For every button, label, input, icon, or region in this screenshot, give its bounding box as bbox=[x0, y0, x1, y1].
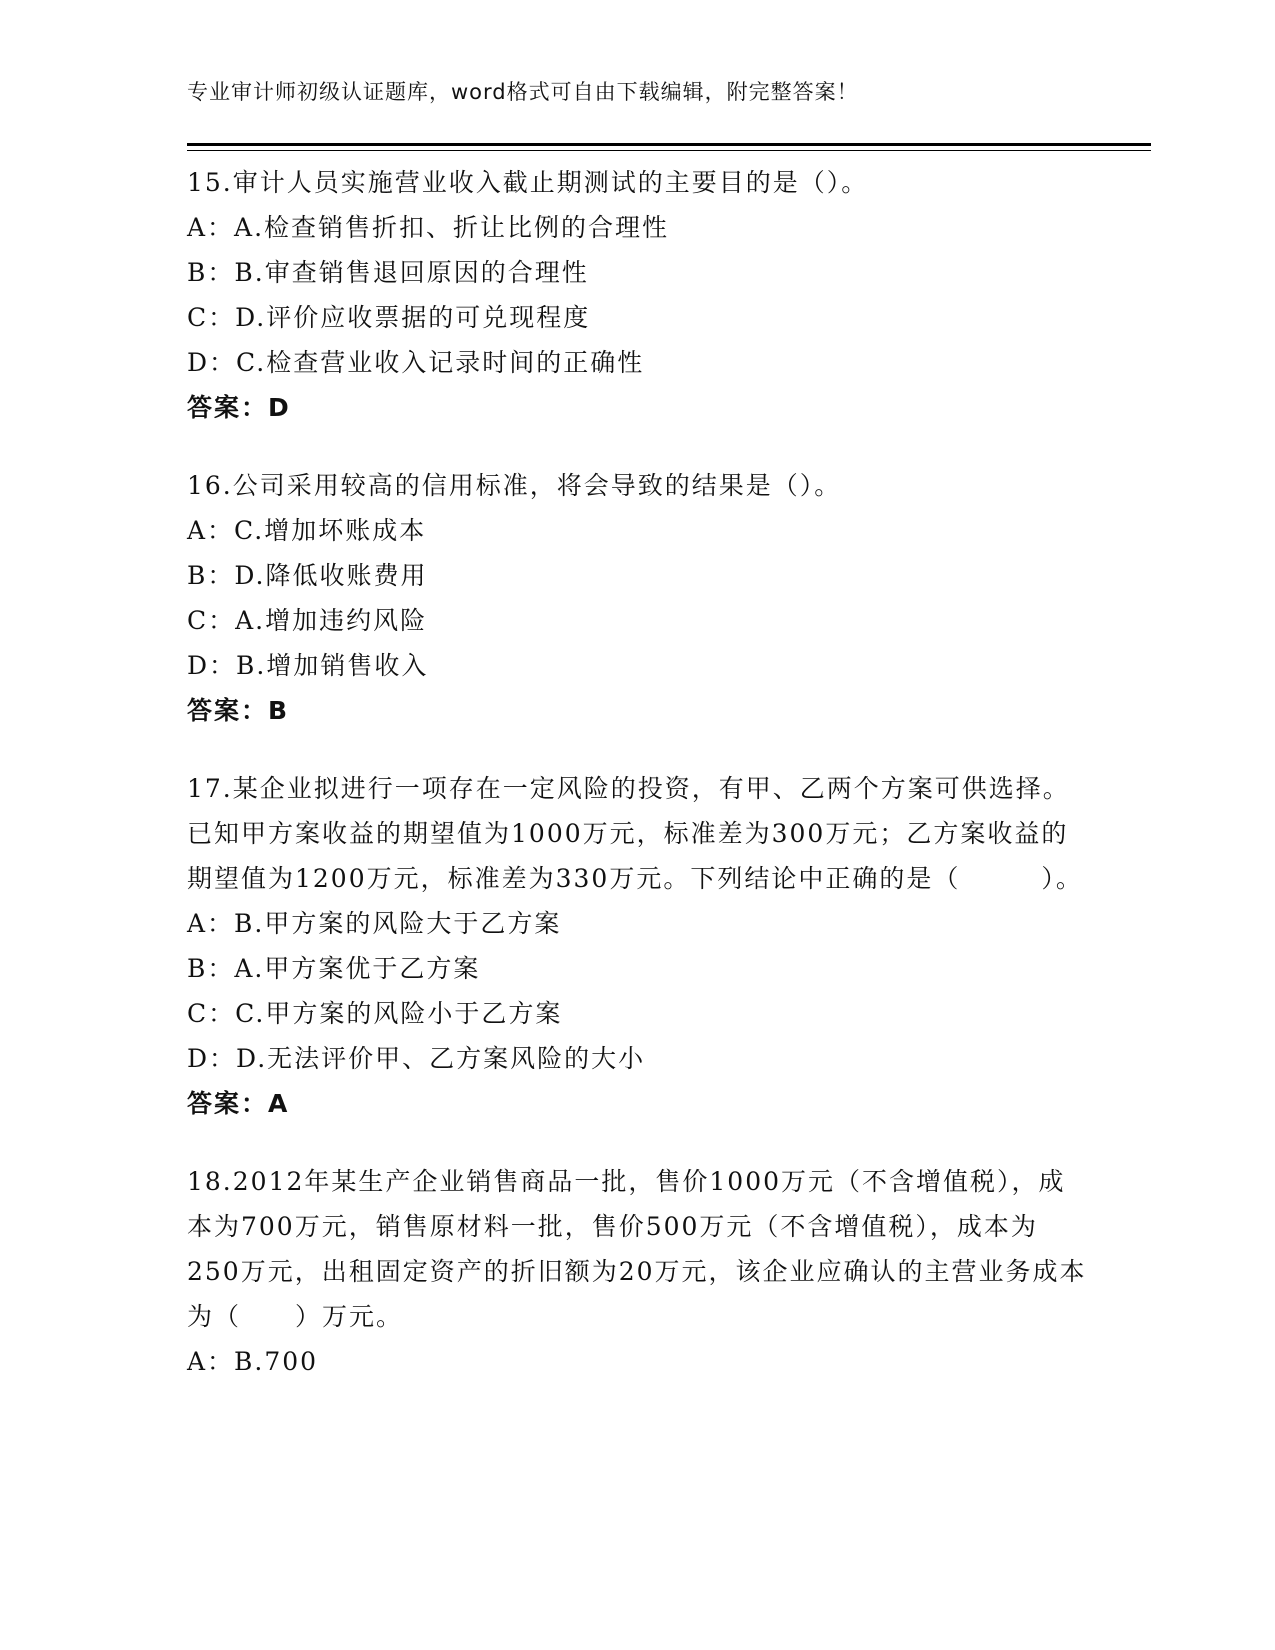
question-stem: 17.某企业拟进行一项存在一定风险的投资，有甲、乙两个方案可供选择。已知甲方案收益的期望值为1000万元，标准差为300万元；乙方案收益的期望值为1200万元，标准差为330万元。下列结论中正确的是（ ）。 bbox=[187, 774, 1083, 893]
option-c: C：C.甲方案的风险小于乙方案 bbox=[187, 999, 563, 1028]
question-16 bbox=[187, 463, 1087, 733]
option-a: A：C.增加坏账成本 bbox=[187, 516, 427, 545]
option-a: A：A.检查销售折扣、折让比例的合理性 bbox=[187, 213, 670, 242]
option-b: B：D.降低收账费用 bbox=[187, 561, 428, 590]
option-c: C：A.增加违约风险 bbox=[187, 606, 428, 635]
answer: 答案：D bbox=[187, 393, 291, 422]
option-d: D：B.增加销售收入 bbox=[187, 651, 429, 680]
option-d: D：C.检查营业收入记录时间的正确性 bbox=[187, 348, 645, 377]
question-stem: 15.审计人员实施营业收入截止期测试的主要目的是（）。 bbox=[187, 168, 869, 197]
option-d: D：D.无法评价甲、乙方案风险的大小 bbox=[187, 1044, 646, 1073]
option-a: A：B.甲方案的风险大于乙方案 bbox=[187, 909, 562, 938]
question-stem: 16.公司采用较高的信用标准，将会导致的结果是（）。 bbox=[187, 471, 842, 500]
option-b: B：A.甲方案优于乙方案 bbox=[187, 954, 481, 983]
header-rule-thick bbox=[187, 143, 1151, 146]
question-18 bbox=[187, 1159, 1087, 1384]
question-15 bbox=[187, 160, 1087, 430]
option-c: C：D.评价应收票据的可兑现程度 bbox=[187, 303, 591, 332]
question-17 bbox=[187, 766, 1087, 1126]
option-b: B：B.审查销售退回原因的合理性 bbox=[187, 258, 589, 287]
header-rule-thin bbox=[187, 150, 1151, 151]
document-header: 专业审计师初级认证题库，word格式可自由下载编辑，附完整答案！ bbox=[187, 80, 859, 104]
question-stem: 18.2012年某生产企业销售商品一批，售价1000万元（不含增值税），成本为700万元，销售原材料一批，售价500万元（不含增值税），成本为250万元，出租固定资产的折旧额为20万元，该企业应确认的主营业务成本为（ ）万元。 bbox=[187, 1167, 1087, 1331]
answer: 答案：B bbox=[187, 696, 290, 725]
option-a: A：B.700 bbox=[187, 1347, 319, 1376]
question-list bbox=[187, 160, 1087, 1417]
answer: 答案：A bbox=[187, 1089, 290, 1118]
